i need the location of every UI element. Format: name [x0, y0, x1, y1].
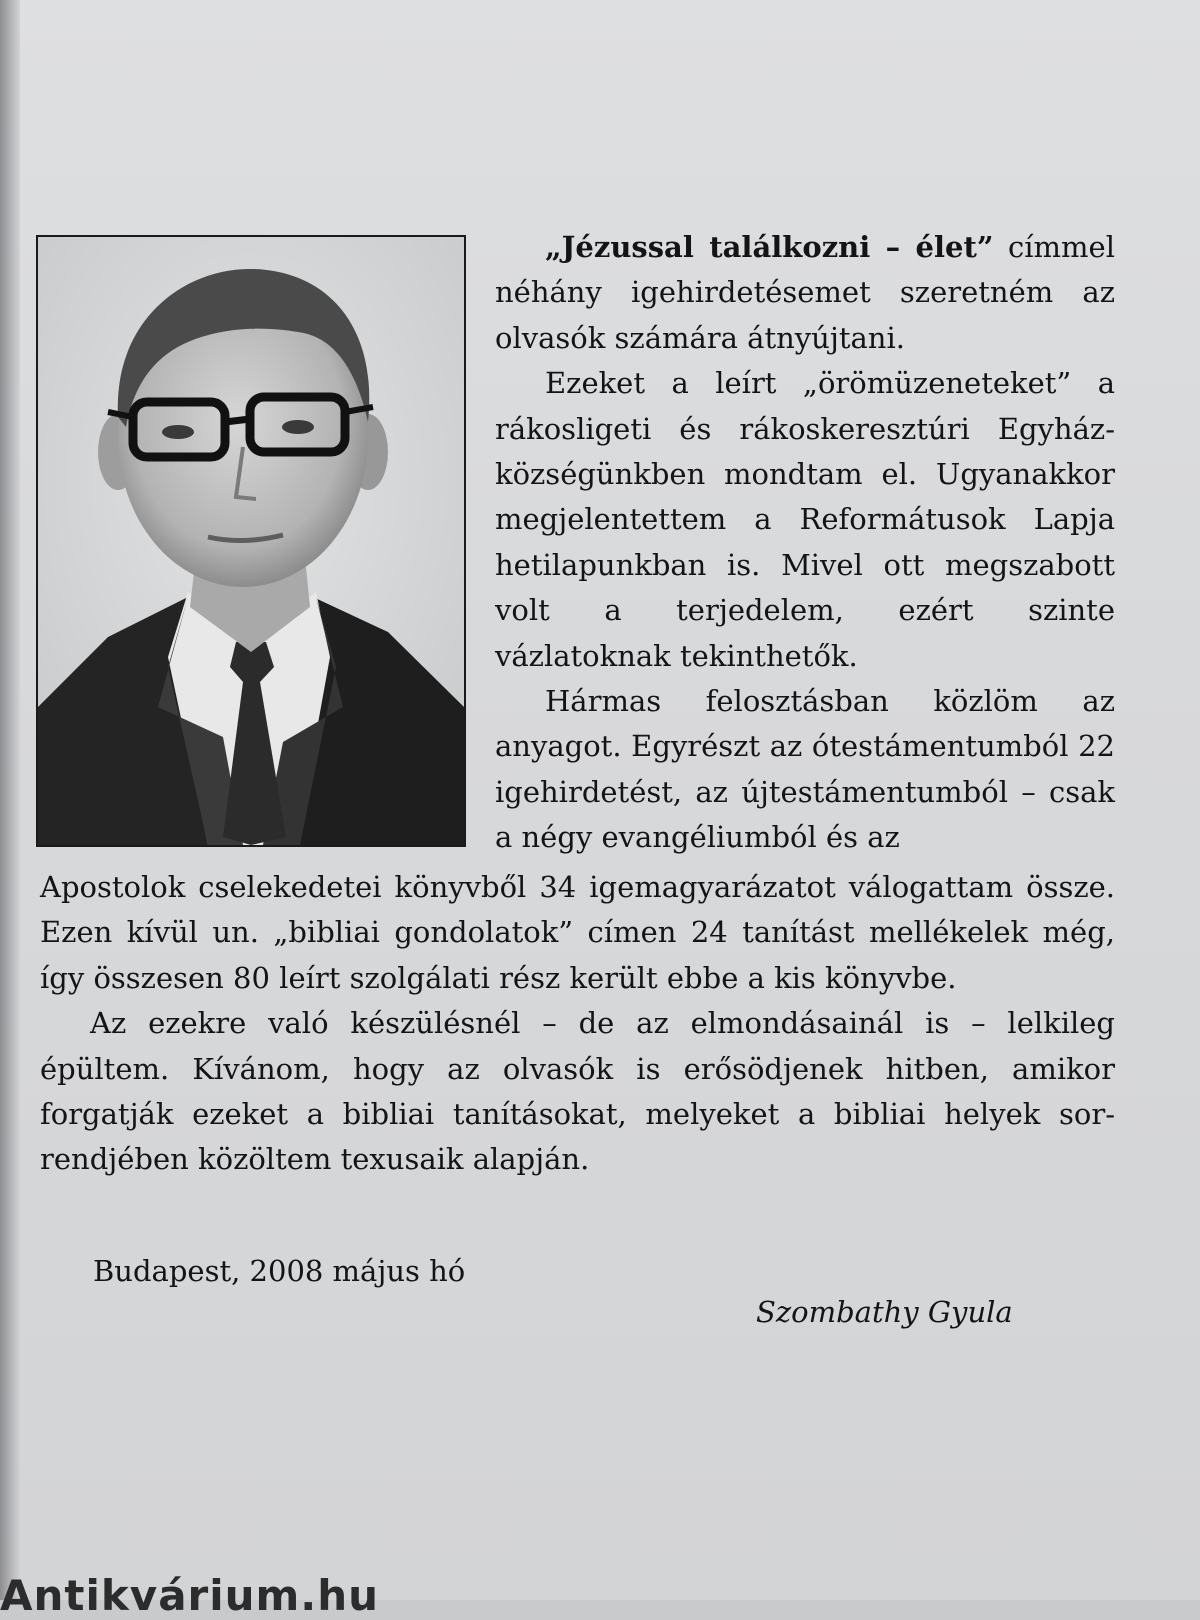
intro-text: címmel néhány igehirdetésemet szeretném az olvasók számára átnyújtani. [495, 230, 1115, 355]
portrait-photo [36, 235, 466, 847]
intro-column [495, 225, 1115, 861]
intro-paragraph [495, 225, 1115, 361]
paragraph-3-start: Hármas felosztásban közlöm az anyagot. Egyrészt az ótestámentumból 22 igehirdetést, az újtestámentumból – csak a négy evangéliumból és az [495, 684, 1115, 855]
place-and-date: Budapest, 2008 május hó [93, 1254, 466, 1288]
author-signature: Szombathy Gyula [756, 1295, 1013, 1329]
paragraph-4: Az ezekre való készülésnél – de az elmondásainál is – lelkileg épültem. Kívánom, hogy az olvasók is erősödjenek hitben, amikor forgatják ezeket a bibliai tanításokat, melyeket a bibliai helyek sorrendjében közöltem texusaik alapján. [40, 1006, 1115, 1177]
page-edge [0, 0, 20, 1600]
portrait-illustration [38, 237, 464, 845]
paragraph-2: Ezeket a leírt „örömüzeneteket” a rákosligeti és rákoskeresztúri Egyházközségünkben mondtam el. Ugyanakkor megjelentettem a Reformátusok Lapja hetilapunkban is. Mivel ott megszabott volt a terjedelem, ezért szinte vázlatoknak tekinthetők. [495, 366, 1115, 673]
paragraph-3-end: Apostolok cselekedetei könyvből 34 igemagyarázatot válogattam össze. Ezen kívül un. „bibliai gondolatok” címen 24 tanítást mellékelek még, így összesen 80 leírt szolgálati rész került ebbe a kis könyvbe. [40, 870, 1115, 995]
watermark: Antikvárium.hu [0, 1571, 380, 1620]
book-title: „Jézussal találkozni – élet” [545, 230, 994, 264]
body-column [40, 865, 1115, 1183]
